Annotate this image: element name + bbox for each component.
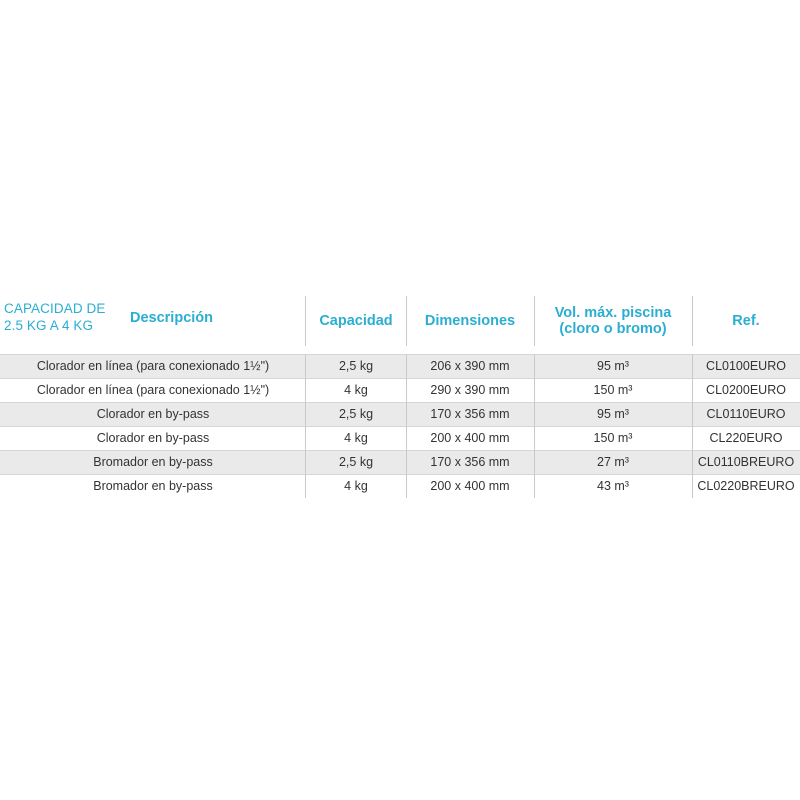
column-divider: [406, 354, 407, 498]
cell-capacidad: 2,5 kg: [338, 455, 374, 469]
cell-descripcion: Clorador en línea (para conexionado 1½"): [36, 359, 270, 373]
table-header: [0, 296, 800, 346]
cell-dimensiones: 200 x 400 mm: [430, 431, 510, 445]
table-row: [0, 426, 800, 450]
cell-volumen: 95 m³: [597, 359, 629, 373]
column-divider: [534, 296, 535, 346]
cell-ref: CL0220BREURO: [697, 479, 795, 493]
cell-volumen: 150 m³: [593, 383, 633, 397]
table-row: [0, 450, 800, 474]
table-row: [0, 378, 800, 402]
cell-volumen: 27 m³: [597, 455, 629, 469]
header-volumen: [534, 296, 692, 346]
column-divider: [692, 296, 693, 346]
header-dimensiones: Dimensiones: [424, 313, 516, 329]
cell-descripcion: Clorador en línea (para conexionado 1½"): [36, 383, 270, 397]
cell-capacidad: 4 kg: [344, 383, 368, 397]
cell-dimensiones: 290 x 390 mm: [430, 383, 510, 397]
table-body: [0, 354, 800, 498]
cell-descripcion: Bromador en by-pass: [93, 479, 213, 493]
cell-descripcion: Bromador en by-pass: [93, 455, 213, 469]
header-volumen-line2: (cloro o bromo): [559, 321, 667, 337]
cell-ref: CL0200EURO: [706, 383, 786, 397]
cell-ref: CL0110EURO: [706, 407, 786, 421]
table-row: [0, 402, 800, 426]
column-divider: [305, 296, 306, 346]
cell-ref: CL0110BREURO: [697, 455, 795, 469]
cell-capacidad: 2,5 kg: [338, 407, 374, 421]
section-title: CAPACIDAD DE 2.5 KG A 4 KG: [4, 301, 106, 333]
cell-ref: CL0100EURO: [706, 359, 786, 373]
cell-capacidad: 4 kg: [344, 431, 368, 445]
table-row: [0, 474, 800, 498]
cell-dimensiones: 170 x 356 mm: [430, 407, 510, 421]
cell-ref: CL220EURO: [709, 431, 783, 445]
column-divider: [305, 354, 306, 498]
header-capacidad: Capacidad: [319, 313, 393, 329]
header-descripcion: Descripción: [130, 310, 213, 326]
cell-descripcion: Clorador en by-pass: [96, 431, 210, 445]
cell-volumen: 150 m³: [593, 431, 633, 445]
column-divider: [692, 354, 693, 498]
column-divider: [534, 354, 535, 498]
table-row: [0, 354, 800, 378]
column-divider: [406, 296, 407, 346]
cell-descripcion: Clorador en by-pass: [96, 407, 210, 421]
cell-capacidad: 4 kg: [344, 479, 368, 493]
product-table: [0, 296, 800, 498]
header-volumen-line1: Vol. máx. piscina: [554, 305, 672, 321]
cell-dimensiones: 206 x 390 mm: [430, 359, 510, 373]
cell-dimensiones: 170 x 356 mm: [430, 455, 510, 469]
header-ref: Ref.: [732, 313, 760, 329]
cell-dimensiones: 200 x 400 mm: [430, 479, 510, 493]
cell-volumen: 43 m³: [597, 479, 629, 493]
cell-volumen: 95 m³: [597, 407, 629, 421]
cell-capacidad: 2,5 kg: [338, 359, 374, 373]
